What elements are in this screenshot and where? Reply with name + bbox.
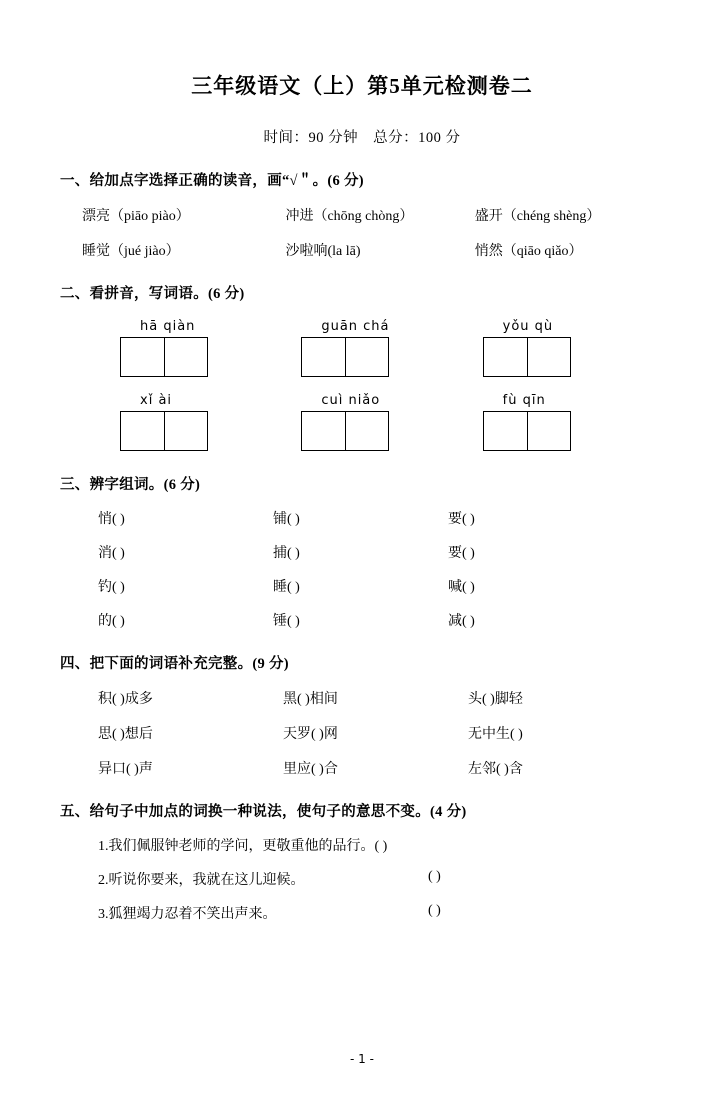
section-1-row <box>60 205 664 225</box>
char-word-item[interactable]: 消( ) <box>98 546 125 561</box>
write-word-cell <box>483 319 664 377</box>
write-word-cell <box>120 393 301 451</box>
pinyin-label: hā qiàn <box>140 319 196 334</box>
character-grid[interactable] <box>483 337 571 377</box>
answer-blank[interactable]: ( ) <box>428 869 441 884</box>
idiom-item[interactable]: 黑( )相间 <box>283 692 338 707</box>
character-grid[interactable] <box>483 411 571 451</box>
section-3-row <box>60 610 664 630</box>
section-1-row <box>60 240 664 260</box>
idiom-item[interactable]: 里应( )合 <box>283 762 338 777</box>
sentence-item[interactable]: 1.我们佩服钟老师的学问，更敬重他的品行。( ) <box>98 839 388 854</box>
section-2-row <box>60 319 664 377</box>
idiom-item[interactable]: 天罗( )网 <box>283 727 338 742</box>
page-title: 三年级语文（上）第5单元检测卷二 <box>191 74 533 98</box>
pinyin-choice-item[interactable]: 漂亮（piāo piào） <box>82 209 190 224</box>
char-word-item[interactable]: 减( ) <box>448 614 475 629</box>
character-box[interactable] <box>345 338 388 376</box>
pinyin-label: guān chá <box>321 319 390 334</box>
section-4-heading: 四、把下面的词语补充完整。(9 分) <box>60 656 289 672</box>
section-3-row <box>60 576 664 596</box>
section-5-heading: 五、给句子中加点的词换一种说法，使句子的意思不变。(4 分) <box>60 804 467 820</box>
sentence-item[interactable]: 2.听说你要来，我就在这儿迎候。 <box>98 873 305 888</box>
character-grid[interactable] <box>301 337 389 377</box>
char-word-item[interactable]: 要( ) <box>448 512 475 527</box>
char-word-item[interactable]: 喊( ) <box>448 580 475 595</box>
character-box[interactable] <box>345 412 388 450</box>
answer-blank[interactable] <box>428 835 548 855</box>
pinyin-choice-item[interactable]: 盛开（chéng shèng） <box>474 209 601 224</box>
character-box[interactable] <box>484 412 527 450</box>
page-number: - 1 - <box>350 1052 374 1066</box>
pinyin-choice-item[interactable]: 睡觉（jué jiào） <box>82 244 180 259</box>
exam-meta: 时间：90 分钟 总分：100 分 <box>263 130 461 146</box>
character-box[interactable] <box>302 338 345 376</box>
section-4-row <box>60 758 664 778</box>
idiom-item[interactable]: 左邻( )含 <box>468 762 523 777</box>
section-4-row <box>60 688 664 708</box>
character-box[interactable] <box>164 412 207 450</box>
char-word-item[interactable]: 的( ) <box>98 614 125 629</box>
section-1-heading: 一、给加点字选择正确的读音，画“√＂。(6 分) <box>60 173 364 189</box>
idiom-item[interactable]: 头( )脚轻 <box>468 692 523 707</box>
write-word-cell <box>301 393 482 451</box>
char-word-item[interactable]: 睡( ) <box>273 580 300 595</box>
char-word-item[interactable]: 悄( ) <box>98 512 125 527</box>
character-box[interactable] <box>527 412 570 450</box>
section-4-row <box>60 723 664 743</box>
char-word-item[interactable]: 铺( ) <box>273 512 300 527</box>
pinyin-choice-item[interactable]: 冲进（chōng chòng） <box>285 209 414 224</box>
write-word-cell <box>483 393 664 451</box>
pinyin-label: yǒu qù <box>502 319 554 334</box>
char-word-item[interactable]: 锤( ) <box>273 614 300 629</box>
section-5-row <box>60 903 664 923</box>
section-5-row <box>60 835 664 855</box>
section-5-row <box>60 869 664 889</box>
idiom-item[interactable]: 积( )成多 <box>98 692 153 707</box>
section-3-row <box>60 542 664 562</box>
idiom-item[interactable]: 思( )想后 <box>98 727 153 742</box>
write-word-cell <box>120 319 301 377</box>
idiom-item[interactable]: 异口( )声 <box>98 762 153 777</box>
pinyin-choice-item[interactable]: 沙啦响(la lā) <box>285 244 361 259</box>
pinyin-choice-item[interactable]: 悄然（qiāo qiǎo） <box>474 244 583 259</box>
char-word-item[interactable]: 要( ) <box>448 546 475 561</box>
pinyin-label: fù qīn <box>502 393 546 408</box>
section-2-heading: 二、看拼音，写词语。(6 分) <box>60 286 245 302</box>
char-word-item[interactable]: 捕( ) <box>273 546 300 561</box>
character-box[interactable] <box>484 338 527 376</box>
exam-paper-page <box>0 70 724 1094</box>
character-box[interactable] <box>121 338 164 376</box>
sentence-item[interactable]: 3.狐狸竭力忍着不笑出声来。 <box>98 907 277 922</box>
character-grid[interactable] <box>120 337 208 377</box>
pinyin-label: xǐ ài <box>140 393 173 408</box>
section-3-row <box>60 508 664 528</box>
section-3-heading: 三、辨字组词。(6 分) <box>60 477 201 493</box>
character-box[interactable] <box>302 412 345 450</box>
write-word-cell <box>301 319 482 377</box>
pinyin-label: cuì niǎo <box>321 393 381 408</box>
char-word-item[interactable]: 钓( ) <box>98 580 125 595</box>
section-2-row <box>60 393 664 451</box>
character-grid[interactable] <box>301 411 389 451</box>
answer-blank[interactable]: ( ) <box>428 903 441 918</box>
character-box[interactable] <box>164 338 207 376</box>
idiom-item[interactable]: 无中生( ) <box>468 727 523 742</box>
character-grid[interactable] <box>120 411 208 451</box>
character-box[interactable] <box>527 338 570 376</box>
character-box[interactable] <box>121 412 164 450</box>
